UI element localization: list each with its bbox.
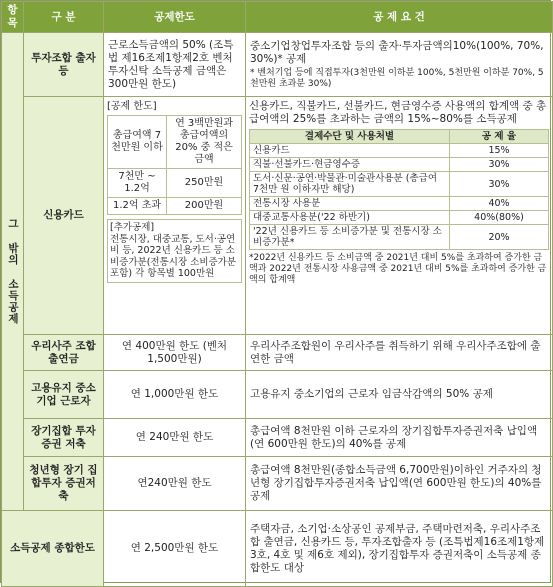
rate-row [250, 158, 549, 172]
row-name: 청년형 장기 집합투자 증권저축 [24, 457, 104, 511]
rate-header-rate: 공 제 율 [450, 130, 549, 144]
rate-row [250, 211, 549, 225]
table-row [2, 419, 553, 457]
table-row [2, 33, 553, 97]
limit-cond: 7천만 ~ 1.2억 [108, 169, 167, 198]
requirement-main: 신용카드, 직불카드, 선불카드, 현금영수증 사용액의 합계액 중 총급여액의 25%를 초과하는 금액의 15%~80%를 소득공제 [249, 100, 547, 125]
table-row [2, 457, 553, 511]
rate-table [249, 129, 549, 250]
rate-method: 도서·신문·공연·박물관·미술관사용분 (총급여 7천만 원 이하자만 해당) [250, 172, 450, 197]
row-requirements: 총급여액 8천만원(종합소득금액 6,700만원)이하인 거주자의 청년형 장기집합투자증권저축 납입액(연 600만원 한도)의 40%를 공제 [246, 457, 553, 511]
table-row [2, 97, 553, 335]
row-limit [104, 97, 246, 335]
rate-value: 15% [450, 144, 549, 158]
rate-row [250, 197, 549, 211]
rate-row [250, 144, 549, 158]
category-label: 그 밖의 소득공제 [7, 218, 19, 325]
row-requirements: 고용유지 중소기업의 근로자 임금삭감액의 50% 공제 [246, 371, 553, 419]
extra-title: [추가공제] [110, 222, 155, 233]
row-name: 우리사주 조합 출연금 [24, 335, 104, 371]
row-requirements [246, 33, 553, 97]
rate-value: 40%(80%) [450, 211, 549, 225]
extra-box [107, 219, 242, 283]
limit-cond: 1.2억 초과 [108, 198, 167, 215]
limit-table [107, 115, 242, 215]
limit-row [108, 116, 242, 169]
row-limit: 연240만원 한도 [104, 457, 246, 511]
rate-method: 전통시장 사용분 [250, 197, 450, 211]
row-requirements [246, 97, 553, 335]
extra-text: 전통시장, 대중교통, 도서·공연비 등, 2022년 신용카드 등 소비증가분(전통시장 소비증가분 포함) 각 항목별 100만원 [110, 233, 237, 279]
rate-value: 20% [450, 225, 549, 250]
rate-method: 직불·선불카드·현금영수증 [250, 158, 450, 172]
header-limit: 공제한도 [104, 2, 246, 33]
rate-row [250, 172, 549, 197]
header-division: 구 분 [24, 2, 104, 33]
row-limit: 근로소득금액의 50% (조특법 제16조제1항제2호 벤처투자신탁 소득공제 금액은 300만원 한도) [104, 33, 246, 97]
row-name: 신용카드 [24, 97, 104, 335]
table-row [2, 371, 553, 419]
limit-row [108, 169, 242, 198]
row-name: 투자조합 출자 등 [24, 33, 104, 97]
rate-row [250, 225, 549, 250]
table-row [2, 335, 553, 371]
row-limit: 연 2,500만원 한도 [104, 511, 246, 587]
rate-value: 30% [450, 172, 549, 197]
header-item: 항목 [2, 2, 24, 33]
row-name: 소득공제 종합한도 [2, 511, 104, 587]
category-cell [2, 33, 24, 511]
rate-header-row [250, 130, 549, 144]
rate-method: '22년 신용카드 등 소비증가분 및 전통시장 소비증가분* [250, 225, 450, 250]
limit-cond: 총급여액 7천만원 이하 [108, 116, 167, 169]
requirement-main: 중소기업창업투자조합 등의 출자·투자금액의10%(100%, 70%, 30%)* 공제 [250, 39, 544, 65]
requirement-note: *2022년 신용카드 등 소비금액 중 2021년 대비 5%를 초과하여 증가한 금액과 2022년 전통시장 사용금액 중 2021년 대비 5%를 초과하여 증가한 금액의 합계액 [249, 253, 547, 285]
row-requirements: 주택자금, 소기업·소상공인 공제부금, 주택마련저축, 우리사주조합 출연금, 신용카드 등, 투자조합출자 등 (조특법제16조제1항제3호, 4호 및 제6호 제외), 장기집합투자 증권저축이 소득공제 종합한도 대상 [246, 511, 553, 587]
rate-value: 40% [450, 197, 549, 211]
row-limit: 연 1,000만원 한도 [104, 371, 246, 419]
limit-title: [공제 한도] [107, 101, 157, 112]
row-name: 고용유지 중소기업 근로자 [24, 371, 104, 419]
header-row [2, 2, 553, 33]
rate-value: 30% [450, 158, 549, 172]
deduction-table [1, 1, 553, 587]
row-requirements: 우리사주조합원이 우리사주를 취득하기 위해 우리사주조합에 출연한 금액 [246, 335, 553, 371]
rate-method: 신용카드 [250, 144, 450, 158]
rate-header-method: 결제수단 및 사용처별 [250, 130, 450, 144]
header-requirements: 공 제 요 건 [246, 2, 553, 33]
limit-amount: 연 3백만원과 총급여액의 20% 중 적은 금액 [167, 116, 242, 169]
row-requirements: 총급여액 8천만원 이하 근로자의 장기집합투자증권저축 납입액(연 600만원 한도)의 40%를 공제 [246, 419, 553, 457]
limit-amount: 250만원 [167, 169, 242, 198]
row-limit: 연 240만원 한도 [104, 419, 246, 457]
requirement-note: * 벤처기업 등에 직접투자(3천만원 이하분 100%, 5천만원 이하분 70%, 5천만원 초과분 30%) [250, 67, 544, 89]
row-limit: 연 400만원 한도 (벤처 1,500만원) [104, 335, 246, 371]
limit-row [108, 198, 242, 215]
row-name: 장기집합 투자증권 저축 [24, 419, 104, 457]
rate-method: 대중교통사용분('22 하반기) [250, 211, 450, 225]
table-row [2, 511, 553, 587]
limit-amount: 200만원 [167, 198, 242, 215]
